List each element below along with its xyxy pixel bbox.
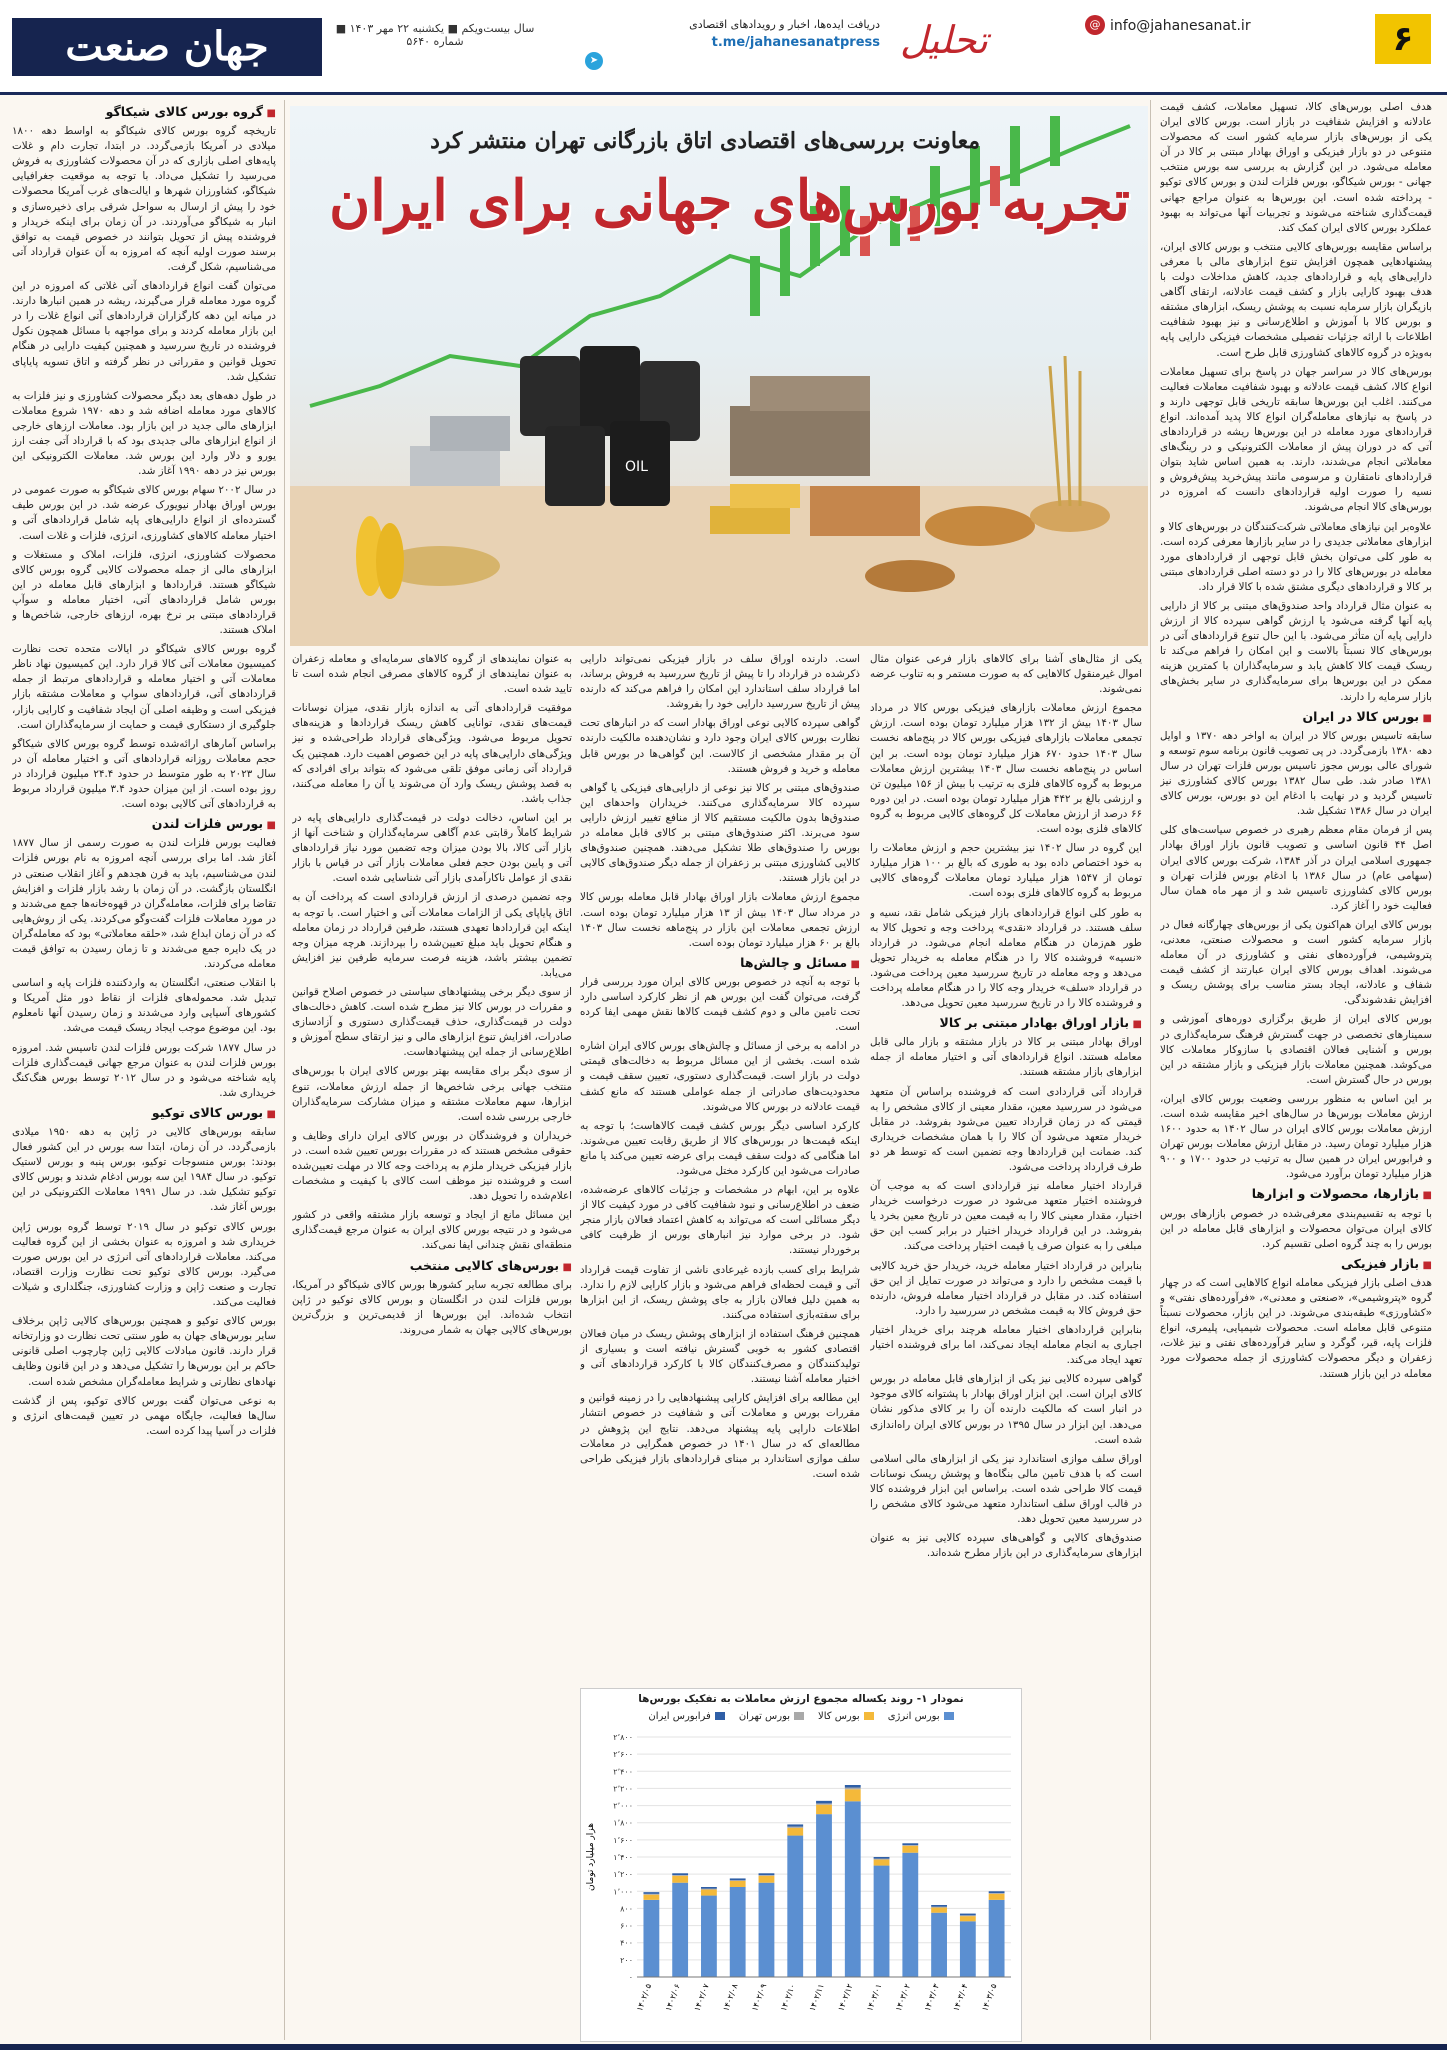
y-axis-label: هزار میلیارد تومان [586,1823,596,1891]
article-column-4 [292,652,572,2040]
paragraph: براساس آمارهای ارائه‌شده توسط گروه بورس کالای شیکاگو حجم معاملات روزانه قراردادهای آتی و اختیار معامله آن در سال ۲۰۲۳ به طور متوسط در حدود ۲۴.۴ میلیون قرارداد در روز بوده است. از این میزان حدود ۳.۴ میلیون قرارداد مربوط به قراردادهای آتی کالایی بوده است. [12,737,276,811]
subheading: ■ بورس فلزات لندن [12,816,276,833]
paragraph: به عنوان نمایندهای از گروه کالاهای سرمایه‌ای و معامله زعفران به عنوان نمایندهای از گروه کالاهای مصرفی انجام شده است تا تایید شده است. [292,653,572,696]
article-column-1 [1160,100,1432,2040]
x-tick-label: ۱۴۰۳/۰۱ [865,1982,884,2013]
paragraph: هدف اصلی بازار فیزیکی معامله انواع کالاهایی است که در چهار گروه «پتروشیمی»، «صنعتی و معدنی»، «فرآورده‌های نفتی» و «کشاورزی» طبقه‌بندی می‌شوند. در این بازار، محصولات نسبتاً متنوعی قابل معامله است. محصولات شیمیایی، پلیمری، انواع فلزات پایه، قیر، گوگرد و سایر فرآورده‌های نفتی و نیز غلات، زعفران و دیگر محصولات کشاورزی از جمله محصولات مورد معامله در این بازار هستند. [1160,1276,1432,1380]
bar-segment [874,1859,890,1860]
y-tick-label: ۲٬۰۰۰ [613,1801,633,1811]
paragraph: بورس کالای توکیو و همچنین بورس‌های کالایی ژاپن برخلاف سایر بورس‌های جهان به طور سنتی تحت نظارت دو وزارتخانه قرار دارند. قانون مبادلات کالایی ژاپن چارچوب اصلی قانونی حاکم بر این بورس‌ها را تشکیل می‌دهد و در این قانون وظایف نهادهای نظارتی و شرایط معامله‌گران مشخص شده است. [12,1315,276,1388]
paragraph: در سال ۱۸۷۷ شرکت بورس فلزات لندن تاسیس شد. امروزه بورس فلزات لندن به عنوان مرجع جهانی قیمت‌گذاری فلزات پایه شناخته می‌شود و در سال ۲۰۱۲ توسط بورس هنگ‌کنگ خریداری شد. [12,1041,276,1099]
svg-text:OIL: OIL [625,459,648,475]
paragraph: مجموع ارزش معاملات بازار اوراق بهادار قابل معامله بورس کالا در مرداد سال ۱۴۰۳ بیش از ۱۳ هزار میلیارد تومان بوده است. ارزش تجمعی معاملات این بازار در پنج‌ماهه نخست سال ۱۴۰۳ بالغ بر ۶۰ هزار میلیارد تومان بوده است. [580,891,860,949]
x-tick-label: ۱۴۰۲/۰۸ [721,1982,740,2013]
bar-segment [816,1814,832,1977]
bar-segment [845,1789,861,1801]
y-tick-label: ۶۰۰ [620,1921,633,1931]
bar-segment [672,1883,688,1977]
paragraph: گواهی سپرده کالایی نیز یکی از ابزارهای قابل معامله در بورس کالای ایران است. این ابزار اوراق بهادار با پشتوانه کالای موجود در انبار است که مالکیت دارنده آن را بر کالای مذکور نشان می‌دهد. این ابزار در سال ۱۳۹۵ در بورس کالای ایران راه‌اندازی شده است. [870,1373,1142,1446]
paragraph: گروه بورس کالای شیکاگو در ایالات متحده تحت نظارت کمیسیون معاملات آتی کالا قرار دارد. این کمیسیون نهاد ناظر معاملات آتی و اختیار معامله و قراردادهای مرتبط از جمله قراردادهای آتی، قراردادهای سواپ و معاملات مشتقه بازار فیزیکی است و وظیفه اصلی آن ایجاد شفافیت و کارایی بازار، جلوگیری از دستکاری قیمت و حمایت از سرمایه‌گذاران است. [12,643,276,731]
legend-swatch [864,1712,874,1720]
paragraph: بر این اساس به منظور بررسی وضعیت بورس کالای ایران، ارزش معاملات بورس‌ها در سال‌های اخیر مقایسه شده است. ارزش معاملات بورس کالای ایران در سال ۱۴۰۲ به حدود ۱۶۰۰ هزار میلیارد تومان رسید. در مقابل ارزش معاملات بورس تهران و فرابورس ایران در همین سال به ترتیب در حدود ۱۷۰۰ و ۹۰۰ هزار میلیارد تومان برآورد می‌شود. [1160,1092,1432,1181]
legend-label: بورس انرژی [887,1711,940,1722]
subheading: ■ بازارها، محصولات و ابزارها [1160,1186,1432,1203]
bar-segment [874,1857,890,1859]
email-icon: @ [1085,15,1105,35]
y-tick-label: ۲٬۸۰۰ [613,1733,633,1742]
bar-segment [787,1836,803,1977]
paragraph: کارکرد اساسی دیگر بورس کشف قیمت کالاهاست؛ با توجه به اینکه قیمت‌ها در بورس‌های کالا از طریق رقابت تعیین می‌شوند. اما هنگامی که دولت سقف قیمت برای عرضه تعیین می‌کند یا مانع صادرات می‌شود این کارکرد مختل می‌شود. [580,1119,860,1177]
bar-segment [989,1900,1005,1977]
x-tick-label: ۱۴۰۲/۱۲ [836,1982,855,2013]
y-tick-label: ۲٬۲۰۰ [613,1784,633,1794]
bar-segment [701,1889,717,1890]
paragraph: این مطالعه برای افزایش کارایی پیشنهادهایی را در زمینه قوانین و مقررات بورس و معاملات آتی و شفافیت در خصوص انتشار اطلاعات دارایی پایه پیشنهاد می‌دهد. نتایج این پژوهش در مطالعه‌ای که در سال ۱۴۰۱ در خصوص همگرایی در معاملات سلف موازی استاندارد بر مبنای قراردادهای بازار فیزیکی طراحی شده است. [580,1392,860,1480]
paragraph: سابقه تاسیس بورس کالا در ایران به اواخر دهه ۱۳۷۰ و اوایل دهه ۱۳۸۰ بازمی‌گردد. در پی تصویب قانون برنامه سوم توسعه و شورای عالی بورس مجوز تاسیس بورس فلزات تهران در سال ۱۳۸۱ صادر شد. طی سال ۱۳۸۲ بورس کالای کشاورزی نیز تاسیس گردید و در نهایت با ادغام این دو بورس، بورس کالای ایران در سال ۱۳۸۶ تشکیل شد. [1160,729,1432,818]
bar-segment [989,1891,1005,1893]
paragraph: محصولات کشاورزی، انرژی، فلزات، املاک و مستغلات و ابزارهای مالی از جمله محصولات کالایی گروه بورس کالای شیکاگو هستند. قراردادها و ابزارهای قابل معامله در این بورس شامل قراردادهای آتی، اختیار معامله و سوآپ قراردادهای مبتنی بر نرخ بهره، ارزهای خارجی، شاخص‌ها و املاک هستند. [12,548,276,637]
paragraph: به طور کلی انواع قراردادهای بازار فیزیکی شامل نقد، نسیه و سلف هستند. در قرارداد «نقدی» پرداخت وجه و تحویل کالا به طور هم‌زمان در هنگام معامله انجام می‌شود. در قرارداد «نسیه» فروشنده کالا را در هنگام معامله به خریدار تحویل می‌دهد و وجه معامله در تاریخ سررسید معین پرداخت می‌شود. در قرارداد «سلف» خریدار وجه کالا را در هنگام معامله پرداخت و فروشنده کالا را در تاریخ سررسید معین تحویل می‌دهد. [870,906,1142,1010]
x-tick-label: ۱۴۰۳/۰۳ [922,1982,941,2013]
candlestick-chart-graphic [310,116,1130,406]
bar-segment [672,1873,688,1875]
paragraph: بنابراین در قرارداد اختیار معامله خرید، خریدار حق خرید کالایی با قیمت مشخص را دارد و می‌تواند در صورت تمایل از این حق استفاده کند. در مقابل در قرارداد اختیار معامله فروش، دارنده حق فروش کالا به قیمت مشخص در سررسید را دارد. [870,1259,1142,1317]
bar-segment [759,1875,775,1876]
paragraph: اوراق سلف موازی استاندارد نیز یکی از ابزارهای مالی اسلامی است که با هدف تامین مالی بنگاه‌ها و پوشش ریسک نوسانات قیمت کالا طراحی شده است. براساس این ابزار فروشنده کالا در قالب اوراق سلف استاندارد متعهد می‌شود کالای مشخص را در سررسید معین تحویل دهد. [870,1452,1142,1526]
paragraph: از سوی دیگر برخی پیشنهادهای سیاستی در خصوص اصلاح قوانین و مقررات در بورس کالا نیز مطرح شده است. کاهش دخالت‌های دولت در قیمت‌گذاری، حذف قیمت‌گذاری دستوری و آزادسازی صادرات، افزایش تنوع ابزارهای مالی و نیز ارتقای سطح آموزش و اطلاع‌رسانی از جمله این پیشنهادهاست. [292,985,572,1059]
paragraph: خریداران و فروشندگان در بورس کالای ایران دارای وظایف و حقوقی مشخص هستند که در مقررات بورس تعیین شده است. در بازار فیزیکی خریدار ملزم به پرداخت وجه کالا در مهلت تعیین‌شده است و فروشنده نیز موظف است کالای با کیفیت و مشخصات اعلام‌شده را تحویل دهد. [292,1129,572,1203]
paragraph: شرایط برای کسب بازده غیرعادی ناشی از تفاوت قیمت قرارداد آتی و قیمت لحظه‌ای فراهم می‌شود و بازار کارایی لازم را ندارد. به همین دلیل فعالان بازار به جای پوشش ریسک، از این ابزارها برای سفته‌بازی استفاده می‌کنند. [580,1263,860,1321]
paragraph: وجه تضمین درصدی از ارزش قراردادی است که پرداخت آن به اتاق پایاپای یکی از الزامات معاملات آتی و اختیار است. با توجه به اینکه این قراردادها تعهدی هستند، طرفین قرارداد در زمان معامله و هنگام تحویل باید مبلغ تعیین‌شده را بپردازند. هرچه میزان وجه تضمین بیشتر باشد، هزینه فرصت سرمایه طرفین نیز افزایش می‌یابد. [292,891,572,979]
x-tick-label: ۱۴۰۳/۰۴ [951,1982,970,2013]
paragraph: در ادامه به برخی از مسائل و چالش‌های بورس کالای ایران اشاره شده است. بخشی از این مسائل مربوط به دخالت‌های قیمتی دولت در بازار است. قیمت‌گذاری دستوری، تعیین سقف قیمت و محدودیت‌های صادراتی از جمله عواملی هستند که مانع کشف قیمت عادلانه در بورس کالا می‌شوند. [580,1040,860,1113]
section-title: تحلیل [900,18,988,62]
article-headline: تجربه بورس‌های جهانی برای ایران [329,168,1130,234]
y-tick-label: ۱٬۴۰۰ [613,1853,633,1862]
newspaper-logo: جهان صنعت [12,18,322,76]
bar-segment [759,1873,775,1875]
paragraph: این مسائل مانع از ایجاد و توسعه بازار مشتقه واقعی در کشور می‌شود و در نتیجه بورس کالای ایران به عنوان مرجع قیمت‌گذاری منطقه‌ای نقش چندانی ایفا نمی‌کند. [292,1209,572,1252]
x-tick-label: ۱۴۰۲/۰۶ [663,1982,683,2013]
y-tick-label: ۲٬۴۰۰ [613,1767,633,1777]
paragraph: قرارداد آتی قراردادی است که فروشنده براساس آن متعهد می‌شود در سررسید معین، مقدار معینی از کالای مشخص را به قیمتی که در زمان قرارداد تعیین می‌شود بفروشد. در مقابل خریدار متعهد می‌شود آن کالا را با همان مشخصات خریداری کند. ضمانت این قراردادها وجه تضمین است که توسط هر دو طرف قرارداد پرداخت می‌شود. [870,1085,1142,1173]
bar-segment [816,1803,832,1804]
bar-segment [759,1883,775,1977]
bar-segment [643,1900,659,1977]
y-tick-label: ۱٬۸۰۰ [613,1818,633,1828]
legend-swatch [794,1712,804,1720]
paragraph: با توجه به تقسیم‌بندی معرفی‌شده در خصوص بازارهای بورس کالای ایران می‌توان محصولات و ابزارهای قابل معامله در این بورس را به چند گروه اصلی تقسیم کرد. [1160,1207,1432,1250]
paragraph: پس از فرمان مقام معظم رهبری در خصوص سیاست‌های کلی اصل ۴۴ قانون اساسی و تصویب قانون بازار اوراق بهادار جمهوری اسلامی ایران در آذر ۱۳۸۴، شرکت بورس کالای ایران (سهامی عام) در سال ۱۳۸۶ با ادغام بورس فلزات تهران و بورس کالای کشاورزی تاسیس شد و از مهر ماه همان سال فعالیت خود را آغاز کرد. [1160,824,1432,912]
bar-segment [787,1824,803,1826]
paragraph: بر این اساس، دخالت دولت در قیمت‌گذاری دارایی‌های پایه در شرایط کاملاً رقابتی عدم آگاهی سرمایه‌گذاران و شناخت آنها از بازار آتی کالا، بالا بودن میزان وجه تضمین مورد نیاز قراردادهای آتی و پایین بودن حجم فعلی معاملات بازار آتی در قیاس با بازار نقدی از عوامل ناکارآمدی بازار آتی شناسایی شده است. [292,811,572,885]
bar-segment [931,1908,947,1913]
bar-segment [672,1875,688,1876]
subheading: ■ بورس‌های کالایی منتخب [292,1258,572,1275]
paragraph: بورس کالای توکیو در سال ۲۰۱۹ توسط گروه بورس ژاپن خریداری شد و امروزه به عنوان بخشی از این گروه فعالیت می‌کند. معاملات قراردادهای آتی انرژی در این بورس صورت می‌گیرد. بورس کالای توکیو تحت نظارت وزارت اقتصاد، تجارت و صنعت ژاپن و وزارت کشاورزی، جنگلداری و شیلات فعالیت می‌کند. [12,1220,276,1309]
paragraph: قرارداد اختیار معامله نیز قراردادی است که به موجب آن فروشنده اختیار متعهد می‌شود در صورت درخواست خریدار اختیار، مقدار معینی کالا را به قیمت معین در تاریخ معین بخرد یا بفروشد. در این قرارداد خریدار اختیار در برابر کسب این حق مبلغی را به عنوان صرف یا قیمت اختیار پرداخت می‌کند. [870,1180,1142,1253]
legend-item [818,1711,874,1722]
paragraph: تاریخچه گروه بورس کالای شیکاگو به اواسط دهه ۱۸۰۰ میلادی در آمریکا بازمی‌گردد. در ابتدا، تجارت دام و غلات پایه‌های اصلی بازاری که در آن محصولات کشاورزی به فروش می‌رسید را تشکیل می‌داد. با توجه به موقعیت جغرافیایی شیکاگو، کشاورزان شهرها و ایالت‌های غرب آمریکا محصولات خود را پیش از ارسال به سواحل شرقی برای ذخیره‌سازی و انبار به شیکاگو می‌آوردند. در آن زمان برای اینکه خریدار و فروشنده پیش از تحویل بتوانند در خصوص قیمت به توافق برسند صورت اولیه آنچه که امروزه به آن عنوان قرارداد آتی می‌شناسیم، شکل گرفت. [12,125,276,273]
subheading: ■ بازار فیزیکی [1160,1256,1432,1273]
bar-segment [701,1887,717,1889]
chart-legend [581,1711,1021,1722]
bar-segment [730,1878,746,1880]
bar-segment [845,1785,861,1788]
wheat-stalks-graphic [1050,356,1080,506]
paragraph: سابقه بورس‌های کالایی در ژاپن به دهه ۱۹۵۰ میلادی بازمی‌گردد. در آن زمان، ابتدا سه بورس در این کشور فعال بودند: بورس منسوجات توکیو، بورس پنبه و بورس لاستیک توکیو. در سال ۱۹۸۴ این سه بورس ادغام شدند و بورس کالای توکیو تشکیل شد. در سال ۱۹۹۱ معاملات الکترونیکی در این بورس آغاز شد. [12,1126,276,1214]
paragraph: است. دارنده اوراق سلف در بازار فیزیکی نمی‌تواند دارایی ذکرشده در قرارداد را تا پیش از تاریخ سررسید به فروش برساند، اما قرارداد سلف استاندارد این امکان را فراهم می‌کند که دارنده پیش از تاریخ سررسید دارایی خود را بفروشد. [580,653,860,711]
bar-segment [643,1895,659,1900]
bar-segment [787,1827,803,1828]
y-tick-label: ۸۰۰ [620,1904,633,1914]
paragraph: بورس‌های کالا در سراسر جهان در پاسخ برای تسهیل معاملات انواع کالا، کشف قیمت عادلانه و بهبود شفافیت معاملات فعالیت می‌کنند. اغلب این بورس‌ها سابقه تاریخی قابل توجهی دارند و در پاسخ به نیازهای معامله‌گران انواع کالا پدید آمده‌اند. انواع قراردادهای مورد معامله در این بورس‌ها ریشه در قراردادهای آتی که در دوران پیش از معاملات الکترونیکی و در رینگ‌های معاملاتی انجام می‌شدند، دارند. به همین اساس شاید بتوان قراردادهای نامتقارن و مرسومی مانند پیش‌خرید پیش‌فروش و نسیه را صورت اولیه قراردادهای دانست که امروزه در بورس‌های کالا انجام می‌شوند. [1160,365,1432,514]
y-tick-label: ۴۰۰ [620,1938,633,1948]
paragraph: بورس کالای ایران هم‌اکنون یکی از بورس‌های چهارگانه فعال در بازار سرمایه کشور است و محصولات صنعتی، معدنی، پتروشیمی، فرآورده‌های نفتی و کشاورزی در آن معامله می‌شوند. اهداف بورس کالای ایران عبارتند از کشف قیمت شفاف و عادلانه، ایجاد بستر مناسب برای پوشش ریسک و افزایش نقدشوندگی. [1160,918,1432,1007]
paragraph: همچنین فرهنگ استفاده از ابزارهای پوشش ریسک در میان فعالان اقتصادی کشور به خوبی گسترش نیافته است و بسیاری از تولیدکنندگان و مصرف‌کنندگان کالا با کارکرد قراردادهای آتی و اختیار معامله آشنا نیستند. [580,1327,860,1386]
column-divider [1150,100,1151,2040]
value-trend-chart [580,1688,1022,2042]
x-tick-label: ۱۴۰۲/۱۰ [778,1982,798,2013]
legend-item [739,1711,804,1722]
paragraph: هدف اصلی بورس‌های کالا، تسهیل معاملات، کشف قیمت عادلانه و افزایش شفافیت در بازار است. بورس کالای ایران یکی از بورس‌های بازار سرمایه کشور است که محصولات متنوعی در دو بازار فیزیکی و اوراق بهادار مبتنی بر کالا در آن معامله می‌شود. در این گزارش به بررسی سه بورس منتخب جهانی - بورس شیکاگو، بورس فلزات لندن و بورس کالای توکیو - پرداخته شده است. این بورس‌ها به عنوان مراجع جهانی قیمت‌گذاری شناخته می‌شوند و تجربیات آنها می‌تواند به بهبود عملکرد بورس کالای ایران کمک کند. [1160,101,1432,234]
subheading: ■ بورس کالای توکیو [12,1105,276,1122]
legend-swatch [715,1712,725,1720]
paragraph: از سوی دیگر برای مقایسه بهتر بورس کالای ایران با بورس‌های منتخب جهانی برخی شاخص‌ها از جمله ارزش معاملات، تنوع ابزارها، سهم معاملات مشتقه و میزان مشارکت سرمایه‌گذاران خارجی بررسی شده است. [292,1065,572,1123]
article-kicker: معاونت بررسی‌های اقتصادی اتاق بازرگانی تهران منتشر کرد [430,128,980,154]
bar-segment [902,1845,918,1846]
article-column-5 [12,100,276,2040]
telegram-link[interactable]: t.me/jahanesanatpress [711,35,880,50]
y-tick-label: ۱٬۰۰۰ [613,1887,633,1897]
legend-item [648,1711,724,1722]
subheading: ■ بازار اوراق بهادار مبتنی بر کالا [870,1015,1142,1032]
legend-label: فرابورس ایران [648,1711,711,1722]
paragraph: یکی از مثال‌های آشنا برای کالاهای بازار فرعی عنوان مثال اموال غیرمنقول کالاهایی که به صورت مستمر و به تناوب عرضه نمی‌شوند. [870,653,1142,696]
article-column-3 [580,652,860,1680]
paragraph: اوراق بهادار مبتنی بر کالا در بازار مشتقه و بازار مالی قابل معامله هستند. انواع قراردادهای آتی و اختیار معامله از جمله ابزارهای بازار مشتقه هستند. [870,1036,1142,1079]
bar-segment [701,1890,717,1896]
chart-title: نمودار ۱- روند یکساله مجموع ارزش معاملات به تفکیک بورس‌ها [638,1693,964,1705]
paragraph: مجموع ارزش معاملات بازارهای فیزیکی بورس کالا در مرداد سال ۱۴۰۳ بیش از ۱۳۲ هزار میلیارد تومان بوده است. ارزش تجمعی معاملات بازارهای فیزیکی بورس کالا در پنج‌ماهه نخست سال ۱۴۰۳ حدود ۶۷۰ هزار میلیارد تومان بوده است. بر این اساس در پنج‌ماهه نخست سال ۱۴۰۳ بیشترین ارزش معاملات مربوط به گروه کالاهای فلزی به ترتیب با بیش از ۱۵۶ میلیون تن و ارزشی بالغ بر ۴۴۲ هزار میلیارد تومان بوده است. در این دوره ۶۶ درصد از ارزش معاملات کل گروه‌های کالایی مربوط به گروه کالاهای فلزی بوده است. [870,702,1142,836]
paragraph: علاوه بر این، ابهام در مشخصات و جزئیات کالاهای عرضه‌شده، ضعف در اطلاع‌رسانی و نبود شفافیت کافی در مورد کیفیت کالا از دیگر مسائلی است که می‌تواند به کاهش اعتماد فعالان بازار منجر شود. در برخی موارد نیز انبارهای بورس از ظرفیت کافی برخوردار نیستند. [580,1184,860,1257]
x-tick-label: ۱۴۰۲/۱۱ [807,1982,826,2013]
paragraph: علاوه‌بر این نیازهای معاملاتی شرکت‌کنندگان در بورس‌های کالا و ابزارهای معاملاتی جدیدی را در سایر بازارها معرفی کرده است. به طور کلی می‌توان بخش قابل توجهی از قراردادهای مورد معامله در بورس‌های کالا را در دو دسته اصلی قراردادهای مبتنی بر کالا و قراردادهای دیگری مشتق شده با کالا قرار داد. [1160,520,1432,593]
x-tick-label: ۱۴۰۲/۰۵ [635,1982,654,2013]
bar-segment [874,1860,890,1866]
x-tick-label: ۱۴۰۲/۰۷ [692,1982,711,2013]
corn-graphic [356,516,404,599]
subheading: ■ مسائل و چالش‌ها [580,955,860,972]
paragraph: این گروه در سال ۱۴۰۲ نیز بیشترین حجم و ارزش معاملات را به خود اختصاص داده بود به طوری که بالغ بر ۱۰۰ هزار میلیارد تومان از ۱۵۴۷ هزار میلیارد تومان معاملات گروه‌های کالایی مربوط به گروه کالاهای فلزی بوده است. [870,842,1142,900]
x-tick-label: ۱۴۰۳/۰۵ [980,1982,999,2013]
paragraph: بورس کالای ایران از طریق برگزاری دوره‌های آموزشی و سمینارهای تخصصی در جهت گسترش فرهنگ سرمایه‌گذاری در بورس و آشنایی فعالان اقتصادی با سازوکار معاملات کالا می‌کوشد. همچنین معاملات بازار فیزیکی و بازار مشتقه در این بورس در حال گسترش است. [1160,1013,1432,1086]
paragraph: برای مطالعه تجربه سایر کشورها بورس کالای شیکاگو در آمریکا، بورس فلزات لندن در انگلستان و بورس کالای توکیو در ژاپن انتخاب شده‌اند. این بورس‌ها از قدیمی‌ترین و بزرگ‌ترین بورس‌های کالایی جهان به شمار می‌روند. [292,1278,572,1336]
bar-segment [960,1916,976,1921]
dateline: سال بیست‌ویکم ■ یکشنبه ۲۲ مهر ۱۴۰۳ ■ شماره ۵۶۴۰ [335,22,535,48]
bar-segment [989,1893,1005,1894]
bar-segment [931,1907,947,1908]
bar-segment [960,1921,976,1977]
paragraph: گواهی سپرده کالایی نوعی اوراق بهادار است که در انبارهای تحت نظارت بورس کالای ایران وجود دارد و نشان‌دهنده مالکیت دارنده آن بر مقدار مشخصی از کالاست. این گواهی‌ها در بورس قابل معامله و خرید و فروش هستند. [580,717,860,775]
y-tick-label: ۱٬۲۰۰ [613,1870,633,1880]
footer-rule [0,2044,1447,2050]
bar-segment [643,1892,659,1894]
email-address[interactable]: info@jahanesanat.ir [1110,18,1251,34]
bar-segment [902,1853,918,1977]
paragraph: بنابراین قراردادهای اختیار معامله هرچند برای خریدار اختیار اجباری به انجام معامله ایجاد نمی‌کند، اما برای فروشنده اختیار تعهد ایجاد می‌کند. [870,1323,1142,1367]
paragraph: موفقیت قراردادهای آتی به اندازه بازار نقدی، میزان نوسانات قیمت‌های نقدی، توانایی کاهش ریسک قراردادها و هزینه‌های تحویل مربوط می‌شود. ویژگی‌های قرارداد طراحی‌شده و نیز ویژگی‌های دارایی‌های پایه در این خصوص اهمیت دارد. همچنین یک قرارداد آتی زمانی موفق تلقی می‌شود که بتواند برای افرادی که به قصد پوشش ریسک وارد آن می‌شوند یا آن را معامله می‌کنند، جذاب باشد. [292,702,572,805]
bar-segment [672,1876,688,1883]
masthead [0,0,1447,95]
legend-swatch [944,1712,954,1720]
bar-segment [960,1915,976,1916]
paragraph: به عنوان مثال قرارداد واحد صندوق‌های مبتنی بر کالا از دارایی پایه آنها گرفته می‌شود یا ارزش گواهی سپرده کالا از ارزش دارایی پایه آن متأثر می‌شود. با این حال تنوع قراردادهای آتی در بورس‌های کالا نسبتاً بالاست و این امکان را فراهم می‌کند تا ریسک قیمت کالا کاهش یابد و سرمایه‌گذاران با کمترین هزینه ممکن در این بورس‌ها برای سرمایه‌گذاری در سایر بخش‌های بازار سرمایه را دارند. [1160,600,1432,703]
paragraph: در طول دهه‌های بعد دیگر محصولات کشاورزی و نیز فلزات به کالاهای مورد معامله اضافه شد و دهه ۱۹۷۰ شروع معاملات ابزارهای مالی جدید در این بازار بود. معاملات ارزهای خارجی از انواع ابزارهای مالی جدیدی بود که با قرارداد آتی جفت ارز یورو و دلار وارد این بورس شد. معاملات الکترونیکی این بورس نیز در دهه ۱۹۹۰ آغاز شد. [12,389,276,478]
bar-segment [902,1843,918,1845]
y-tick-label: ۲۰۰ [620,1955,633,1965]
bar-segment [759,1876,775,1883]
paragraph: براساس مقایسه بورس‌های کالایی منتخب و بورس کالای ایران، پیشنهادهایی همچون افزایش تنوع ابزارهای مالی با معرفی دارایی‌های پایه و قراردادهای جدید، کاهش مداخلات دولت با هدف بهبود کارایی بازار و کشف قیمت عادلانه، ارتقای آگاهی بازیگران بازار سرمایه نسبت به پوشش ریسک، ابزارهای مشتقه و بورس کالا با آموزش و اطلاع‌رسانی و نیز بهبود شفافیت اطلاعات با ارائه جزئیات تفصیلی مشخصات فیزیکی دارایی پایه به‌ویژه در گروه کالاهای کشاورزی قابل طرح است. [1160,240,1432,359]
paragraph: در سال ۲۰۰۲ سهام بورس کالای شیکاگو به صورت عمومی در بورس اوراق بهادار نیویورک عرضه شد. در این بورس طیف گسترده‌ای از انواع دارایی‌های پایه شامل قراردادهای آتی و اختیار معامله کالاهای کشاورزی، انرژی، فلزات و غلات است. [12,484,276,542]
legend-label: بورس تهران [738,1711,791,1722]
x-tick-label: ۱۴۰۳/۰۲ [893,1982,913,2013]
paragraph: با انقلاب صنعتی، انگلستان به واردکننده فلزات پایه و اساسی تبدیل شد. محموله‌های فلزات از نقاط دور مثل آمریکا و کشورهای آسیایی وارد می‌شدند و زمان رسیدن آنها نامعلوم بود. این موضوع موجب ایجاد ریسک قیمت می‌شد. [12,977,276,1035]
bar-segment [931,1913,947,1977]
bar-segment [874,1866,890,1977]
bar-segment [730,1880,746,1881]
bar-segment [643,1894,659,1895]
bar-segment [845,1801,861,1977]
bar-segment [730,1881,746,1887]
bar-segment [931,1905,947,1907]
paragraph: با توجه به آنچه در خصوص بورس کالای ایران مورد بررسی قرار گرفت، می‌توان گفت این بورس هم از نظر کارکرد اساسی دارد تحت تامین مالی و دوم کشف قیمت کالاها نقش مهمی ایفا کرده است. [580,975,860,1034]
telegram-promo[interactable] [580,18,880,50]
bar-segment [902,1846,918,1853]
paragraph: فعالیت بورس فلزات لندن به صورت رسمی از سال ۱۸۷۷ آغاز شد. اما برای بررسی آنچه امروزه به نام بورس فلزات لندن می‌شناسیم، باید به قرن هجدهم و آغاز انقلاب صنعتی در انگلستان بازگشت. در آن زمان با رشد بازار فلزات و افزایش تقاضا برای فلزات، معامله‌گران در قهوه‌خانه‌ها جمع می‌شدند و در مورد معاملات فلزات گفت‌وگو می‌کردند. یکی از روش‌هایی که در آن زمان ابداع شد، «حلقه معاملاتی» بود که معامله‌گران در یک دایره جمع می‌شدند و تا زمان رسیدن به توافق قیمت معامله می‌کردند. [12,837,276,971]
subheading: ■ بورس کالا در ایران [1160,709,1432,726]
y-tick-label: ۲٬۶۰۰ [613,1750,633,1760]
bar-segment [730,1887,746,1977]
bar-segment [816,1801,832,1804]
bar-segment [701,1896,717,1977]
paragraph: صندوق‌های کالایی و گواهی‌های سپرده کالایی نیز به عنوان ابزارهای سرمایه‌گذاری در این بازار مطرح شده‌اند. [870,1532,1142,1560]
bar-segment [989,1894,1005,1900]
legend-label: بورس کالا [818,1711,860,1722]
bar-segment [816,1805,832,1814]
column-divider [284,100,285,2040]
telegram-icon: ➤ [585,52,603,70]
chart-plot [581,1727,1021,2047]
telegram-caption: دریافت ایده‌ها، اخبار و رویدادهای اقتصادی [689,18,880,31]
bar-segment [845,1788,861,1790]
y-tick-label: ۱٬۶۰۰ [613,1835,633,1845]
paragraph: صندوق‌های مبتنی بر کالا نیز نوعی از دارایی‌های فیزیکی یا گواهی سپرده کالا سرمایه‌گذاری می‌کنند. خریداران واحدهای این صندوق‌ها بدون مالکیت مستقیم کالا از منافع تغییر ارزش دارایی سود می‌برند. اکثر صندوق‌های مبتنی بر کالای قابل معامله در بورس را صندوق‌های طلا تشکیل می‌دهند. همچنین صندوق‌های کالایی کشاورزی مبتنی بر زعفران از جمله دیگر صندوق‌های کالایی در این بازار هستند. [580,781,860,885]
page-number: ۶ [1375,14,1431,64]
paragraph: می‌توان گفت انواع قراردادهای آتی غلاتی که امروزه در این گروه مورد معامله قرار می‌گیرند، ریشه در همین انبارها دارند. در میانه این دهه کارگزاران قراردادهای آتی انواع غلات را در این بازار معامله کردند و برای مواجهه با مسائل همچون نکول فروشنده در تاریخ سررسید و همچنین کیفیت دارایی در هنگام تحویل قوانین و مقرراتی در نظر گرفته و اتاق تسویه پایاپای تشکیل شد. [12,280,276,383]
bar-segment [787,1828,803,1836]
y-tick-label: ۰ [628,1973,633,1982]
x-tick-label: ۱۴۰۲/۰۹ [750,1982,769,2013]
subheading: ■ گروه بورس کالای شیکاگو [12,104,276,121]
paragraph: به نوعی می‌توان گفت بورس کالای توکیو، پس از گذشت سال‌ها فعالیت، جایگاه مهمی در تعیین قیمت‌های انرژی و فلزات در آسیا پیدا کرده است. [12,1394,276,1437]
bar-segment [960,1914,976,1916]
legend-item [888,1711,954,1722]
oil-barrels-graphic [520,346,700,506]
